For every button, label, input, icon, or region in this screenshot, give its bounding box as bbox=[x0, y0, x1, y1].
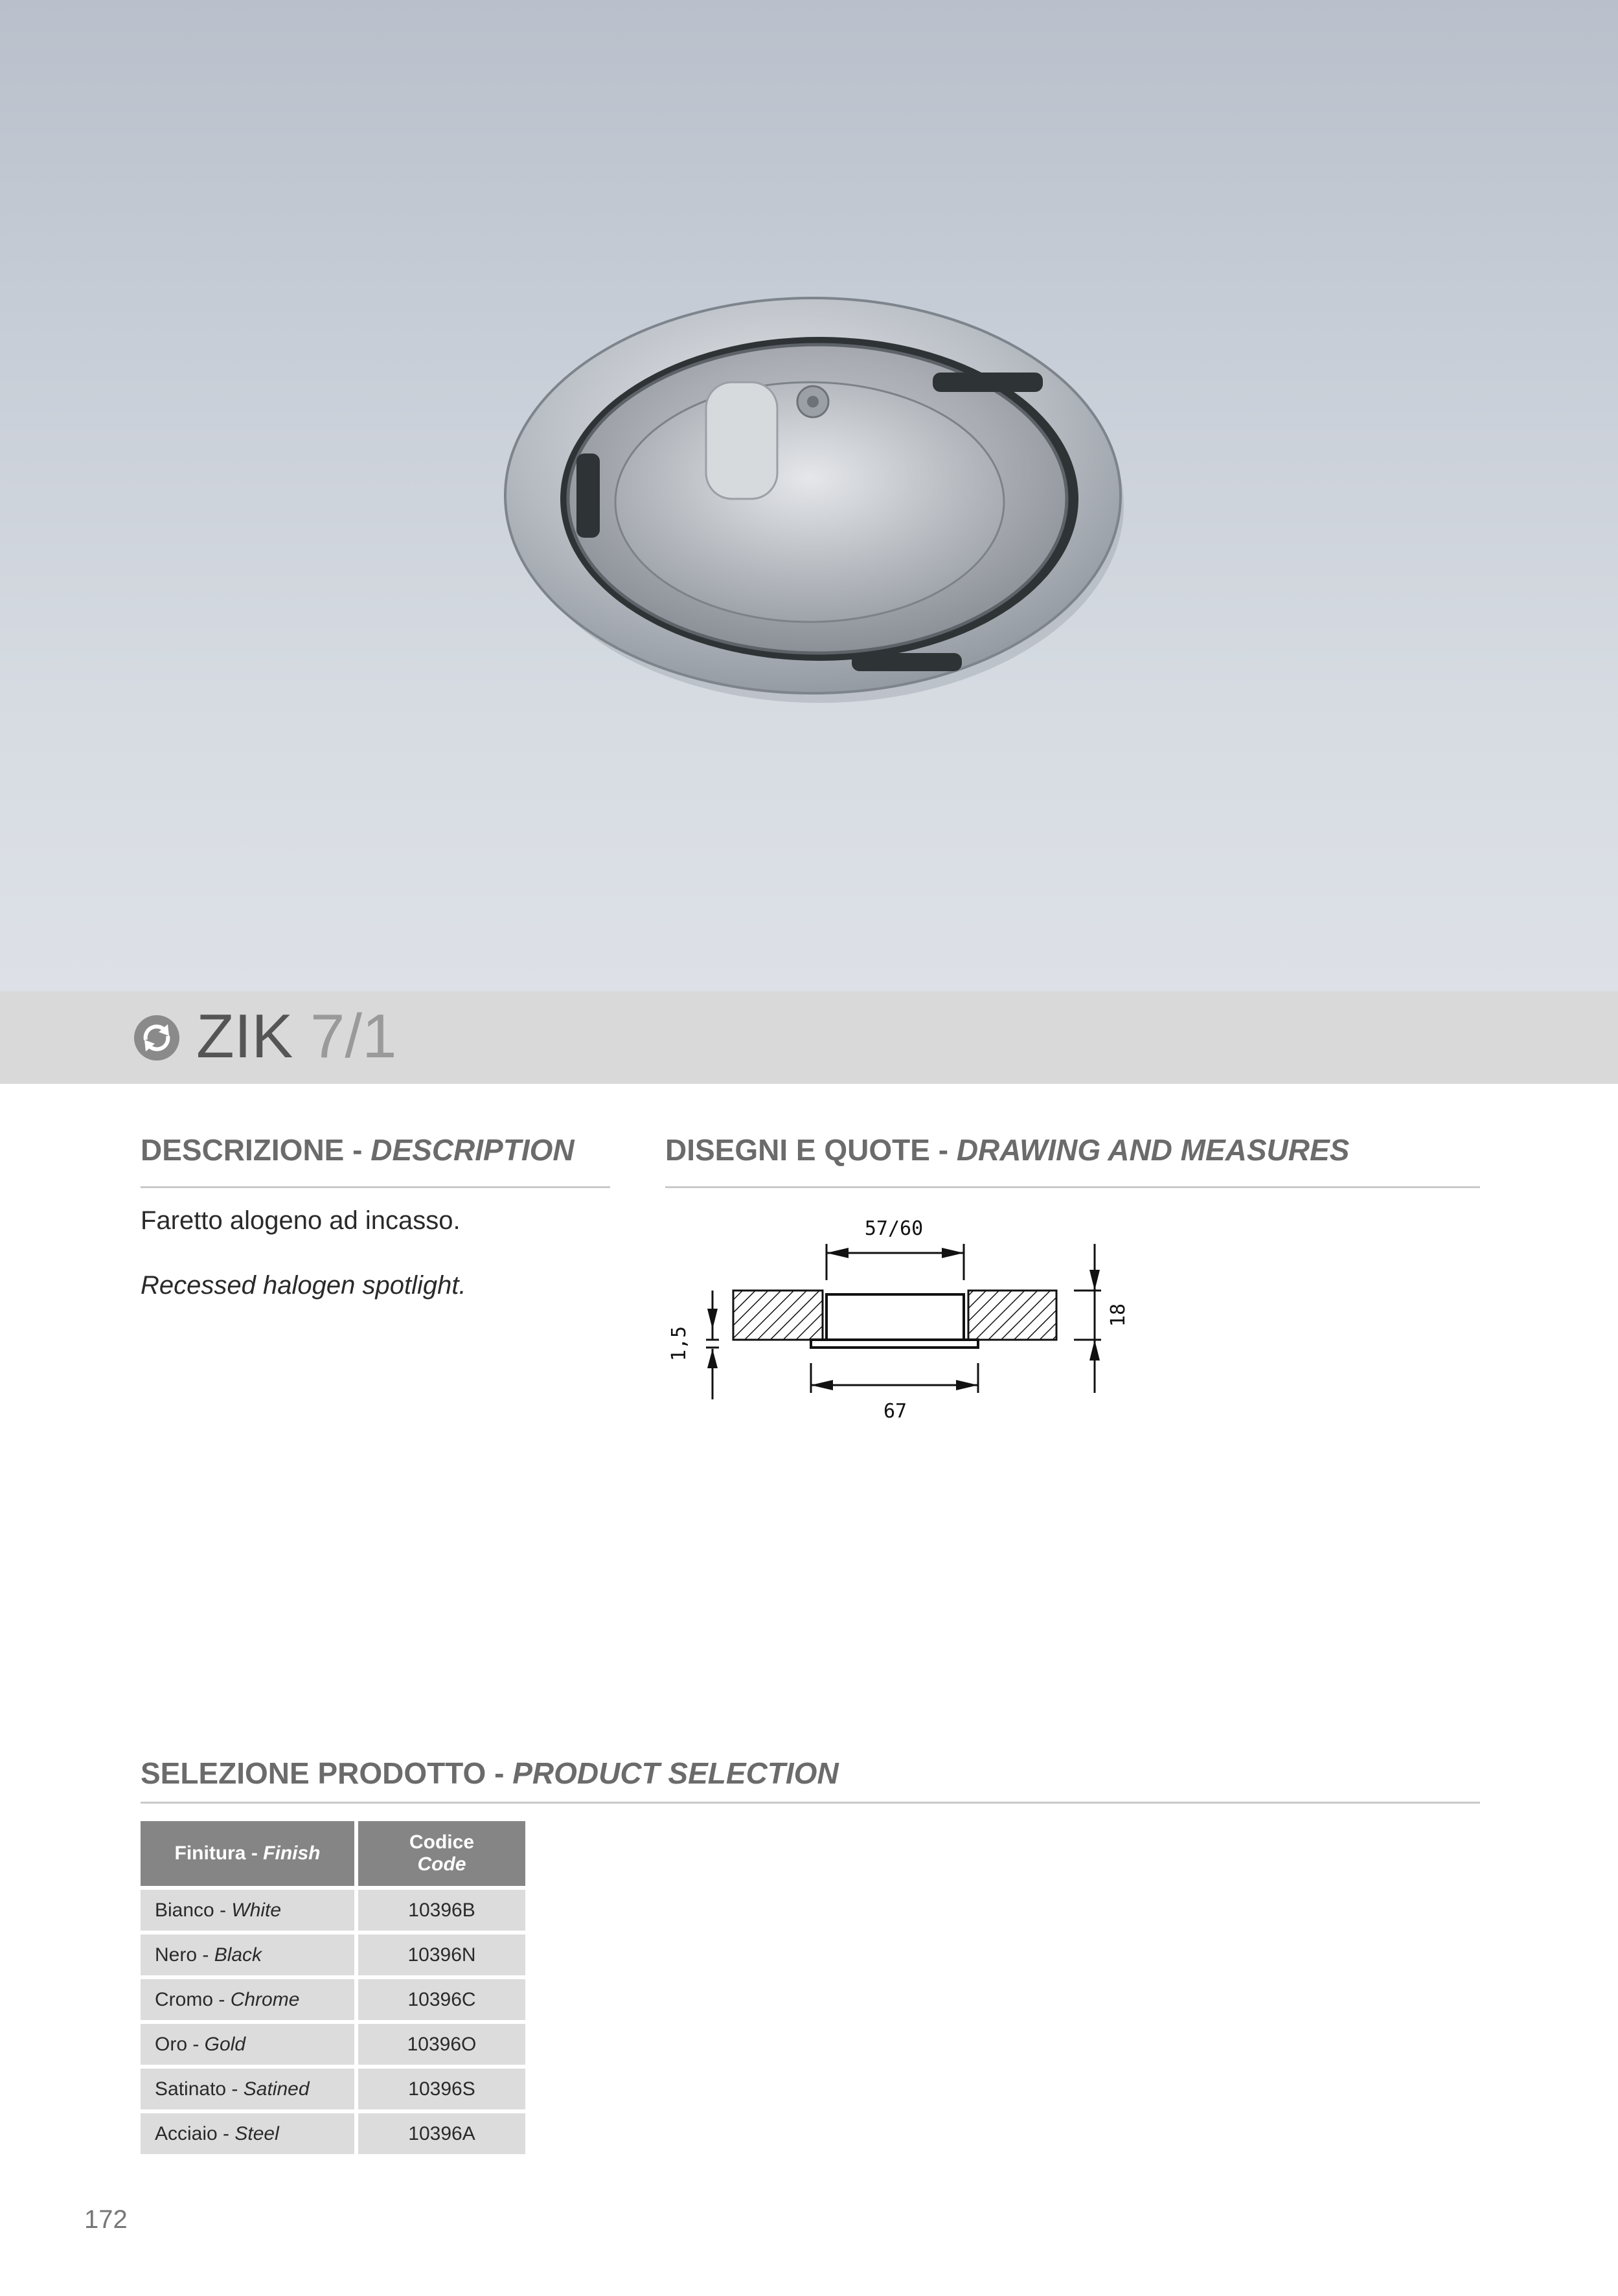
table-row bbox=[141, 1934, 525, 1975]
drawing-heading-en: DRAWING AND MEASURES bbox=[956, 1133, 1350, 1167]
description-heading-en: DESCRIPTION bbox=[370, 1133, 575, 1167]
column-header-finish: Finitura - Finish bbox=[141, 1821, 354, 1886]
recycle-arrows-icon bbox=[133, 1014, 181, 1062]
drawing-heading-it: DISEGNI E QUOTE - bbox=[665, 1133, 957, 1167]
description-text-en: Recessed halogen spotlight. bbox=[141, 1271, 466, 1300]
table-row bbox=[141, 2069, 525, 2109]
product-model: 7/1 bbox=[310, 1002, 397, 1071]
selection-heading bbox=[141, 1756, 839, 1791]
dimension-bottom-label: 67 bbox=[883, 1400, 907, 1423]
product-photo bbox=[0, 0, 1618, 991]
dimension-left-label: 1,5 bbox=[668, 1326, 690, 1362]
finish-cell: Satinato - Satined bbox=[141, 2069, 354, 2109]
dimension-right-label: 18 bbox=[1107, 1303, 1130, 1327]
dimension-top-label: 57/60 bbox=[864, 1217, 924, 1240]
product-name: ZIK bbox=[196, 1002, 293, 1071]
ceiling-section-left bbox=[733, 1291, 823, 1340]
table-row bbox=[141, 2024, 525, 2065]
code-cell: 10396O bbox=[358, 2024, 525, 2065]
finish-cell: Nero - Black bbox=[141, 1934, 354, 1975]
code-cell: 10396A bbox=[358, 2113, 525, 2154]
code-cell: 10396S bbox=[358, 2069, 525, 2109]
selection-heading-it: SELEZIONE PRODOTTO - bbox=[141, 1756, 513, 1790]
description-heading bbox=[141, 1132, 575, 1167]
table-row bbox=[141, 2113, 525, 2154]
product-title bbox=[196, 1001, 396, 1072]
finish-cell: Cromo - Chrome bbox=[141, 1979, 354, 2020]
description-heading-it: DESCRIZIONE - bbox=[141, 1133, 371, 1167]
drawing-heading bbox=[665, 1132, 1349, 1167]
table-row bbox=[141, 1979, 525, 2020]
description-divider bbox=[141, 1186, 610, 1188]
ceiling-section-right bbox=[968, 1291, 1056, 1340]
fixture-body bbox=[826, 1294, 964, 1340]
page-number: 172 bbox=[84, 2205, 128, 2234]
selection-divider bbox=[141, 1802, 1480, 1804]
fixture-flange bbox=[811, 1340, 978, 1348]
selection-heading-en: PRODUCT SELECTION bbox=[512, 1756, 839, 1790]
code-cell: 10396B bbox=[358, 1890, 525, 1931]
finish-cell: Oro - Gold bbox=[141, 2024, 354, 2065]
description-text-it: Faretto alogeno ad incasso. bbox=[141, 1206, 461, 1235]
table-header-row bbox=[141, 1821, 525, 1886]
drawing-divider bbox=[665, 1186, 1480, 1188]
technical-drawing bbox=[661, 1205, 1140, 1438]
finish-cell: Bianco - White bbox=[141, 1890, 354, 1931]
spotlight-illustration bbox=[0, 0, 1618, 991]
product-selection-table bbox=[137, 1817, 529, 2158]
column-header-code: Codice Code bbox=[358, 1821, 525, 1886]
code-cell: 10396N bbox=[358, 1934, 525, 1975]
code-cell: 10396C bbox=[358, 1979, 525, 2020]
table-row bbox=[141, 1890, 525, 1931]
finish-cell: Acciaio - Steel bbox=[141, 2113, 354, 2154]
